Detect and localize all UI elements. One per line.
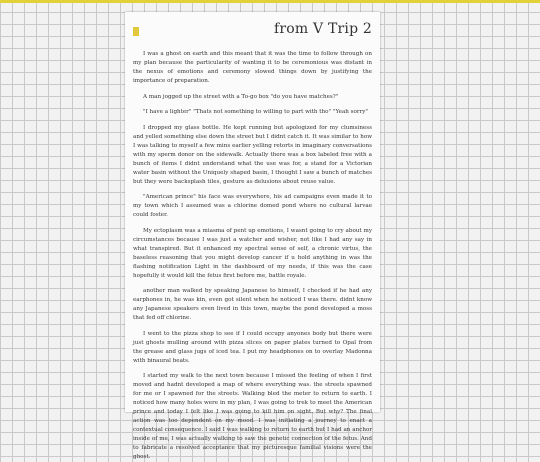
page-title: from V Trip 2 xyxy=(273,21,372,37)
paragraph: another man walked by speaking Japanese to himself, I checked if he had any earphones in, he was kin, even got silent when he noticed I was there. didnt know any Japanese speakers even lived in this town, maybe the pond developed a moss that fed off chlorine. xyxy=(133,288,372,321)
paragraph: I dropped my glass bottle. He kept running but apologized for my clumsiness and yelled something else down the street but I didnt catch it. It was similar to how I was talking to myself a few mins earlier yelling retorts in imaginary conversations with my sperm donor on the sidewalk. Actually there was a box labeled free with a bunch of items I didnt understand what the use was for, a stand for a Victorian water basin without the Uniquely shaped basin, I thought I saw a bunch of matches but they were backsplash tiles, gesture as delusions about reuse value. xyxy=(133,124,372,185)
paragraph: I started my walk to the next town because I missed the feeling of when I first moved and hadnt developed a map of where everything was. the streets spawned for me or I spawned for the streets. Walking bled the meter to return to earth. I noticed how many holes were in my plan, I was going to trek to meet the American prince and today I felt like I was going to kill him on sight. But why? The final action was too dependent on my mood. I was initiating a journey to enact a contextual consequence. I said I was walking to return to earth but I had an anchor inside of me, I was actually walking to saw the genetic connection of the fetus. And to fabricate a resolved acceptance that my picturesque familial visions were the ghost. xyxy=(133,373,372,460)
top-accent-bar xyxy=(0,0,540,3)
page-header xyxy=(133,21,372,48)
bookmark-marker-icon xyxy=(133,27,139,36)
paragraph: "I have a lighter" "Thats not something to willing to part with tho" "Yeah sorry" xyxy=(143,109,369,115)
paragraph: A man jogged up the street with a To-go box "do you have matches?" xyxy=(143,93,339,100)
document-page xyxy=(125,12,380,460)
paragraph: I went to the pizza shop to see if I could occupy anyones body but there were just ghosts mulling around with pizza slices on paper plates turned to Opal from the grease and glass jugs of iced tea. I put my headphones on to overlay Madonna with binaural beats. xyxy=(133,330,372,364)
paragraph: My ectoplasm was a miasma of pent up emotions, I wasnt going to cry about my circumstances because I was just a watcher and wisher, not like I had any say in what transpired. But it enhanced my spectral sense of self, a chronic virtus, the baseless reasoning that you might develop cancer if u hold anything in was the flashing notification Light in the dashboard of my needs, if this was the case hopefully it would kill the fetus first before me, battle royale. xyxy=(133,227,372,279)
document-body xyxy=(133,50,372,462)
paragraph: I was a ghost on earth and this meant that it was the time to follow through on my plan because the particularity of wanting it to be ceremonious was distant in the nexus of emotions and ceremony slowed things down by justifying the importance of preparation. xyxy=(133,51,372,84)
paragraph: "American prince" his face was everywhere, his ad campaigns even made it to my town which I assumed was a chlorine domed pond where no cultural larvae could foster. xyxy=(133,194,372,218)
